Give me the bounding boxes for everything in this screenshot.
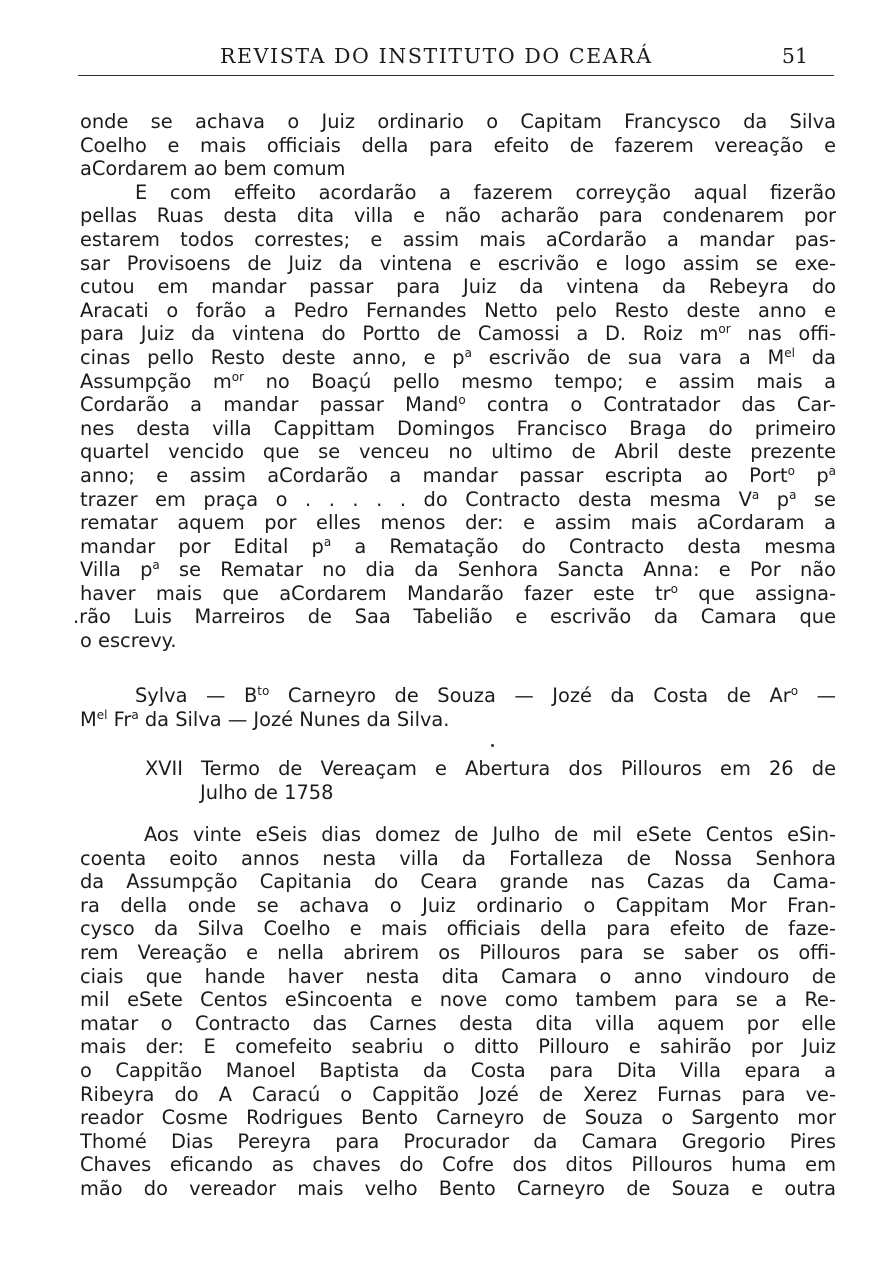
superscript: a	[152, 558, 160, 573]
text-line: estarem todos correstes; e assim mais aCordarão a mandar pas-	[80, 227, 836, 251]
page-number: 51	[781, 44, 808, 68]
text-segment: Fr	[107, 707, 132, 731]
text-line: Ribeyra do A Caracú o Cappitão Jozé de Xerez Furnas para ve-	[80, 1082, 836, 1106]
text-line: cutou em mandar passar para Juiz da vintena da Rebeyra do	[80, 275, 836, 299]
text-segment: haver mais que aCordarem Mandarão fazer este tr	[80, 581, 671, 605]
text-line	[80, 322, 836, 346]
text-segment: que assigna-	[677, 581, 836, 605]
text-line: Aos vinte eSeis dias domez de Julho de mil eSete Centos eSin-	[144, 823, 836, 846]
text-line	[80, 558, 836, 582]
text-segment: Sylva — B	[135, 684, 258, 707]
text-segment: Assumpção m	[80, 369, 232, 393]
superscript: o	[458, 393, 466, 408]
text-line	[80, 464, 836, 488]
text-segment: mandar por Edital p	[80, 534, 324, 558]
text-line: cysco da Silva Coelho e mais officiais della para efeito de faze-	[80, 917, 836, 941]
paragraph-3	[80, 823, 836, 1201]
text-segment: anno; e assim aCordarão a mandar passar escripta ao Port	[80, 463, 788, 487]
paragraph-2	[73, 180, 836, 653]
heading-line: Julho de 1758	[200, 780, 334, 804]
stray-dot	[491, 744, 494, 747]
text-line: mão do vereador mais velho Bento Carneyro de Souza e outra	[80, 1176, 836, 1200]
text-line	[80, 488, 836, 512]
text-line: aCordarem ao bem comum	[80, 157, 346, 181]
text-line	[80, 535, 836, 559]
superscript: el	[96, 707, 108, 722]
section-heading	[80, 757, 836, 804]
text-segment: nas offi-	[730, 322, 836, 346]
text-segment: trazer em praça o . . . . . do Contracto desta mesma V	[80, 487, 752, 511]
signatures	[80, 684, 836, 731]
text-segment: M	[80, 707, 97, 731]
text-line: Coelho e mais officiais della para efeito de fazerem vereação e	[80, 133, 836, 157]
signature-line	[80, 684, 836, 708]
text-line: ciais que hande haver nesta dita Camara o anno vindouro de	[80, 964, 836, 988]
text-segment: se Rematar no dia da Senhora Sancta Anna: e Por não	[159, 558, 836, 582]
text-segment: escrivão de sua vara a M	[471, 345, 785, 369]
header-rule	[78, 75, 834, 76]
superscript: a	[751, 487, 760, 502]
heading-line: XVII Termo de Vereaçam e Abertura dos Pillouros em 26 de	[145, 757, 836, 780]
text-line: Chaves eficando as chaves do Cofre dos ditos Pillouros huma em	[80, 1153, 836, 1177]
text-line: rem Vereação e nella abrirem os Pillouros para se saber os offi-	[80, 940, 836, 964]
text-segment: Cordarão a mandar passar Mand	[80, 393, 459, 417]
text-line: da Assumpção Capitania do Ceara grande nas Cazas da Cama-	[80, 870, 836, 894]
text-line: Thomé Dias Pereyra para Procurador da Camara Gregorio Pires	[80, 1129, 836, 1153]
superscript: a	[323, 534, 332, 549]
running-header	[78, 44, 834, 78]
text-line: rematar aquem por elles menos der: e assim mais aCordaram a	[80, 511, 836, 535]
text-line: coenta eoito annos nesta villa da Fortalleza de Nossa Senhora	[80, 846, 836, 870]
text-segment: cinas pello Resto deste anno, e p	[80, 345, 465, 369]
superscript: el	[784, 345, 796, 360]
text-line: pellas Ruas desta dita villa e não acharão para condenarem por	[80, 204, 836, 228]
text-segment: no Boaçú pello mesmo tempo; e assim mais a	[244, 369, 836, 393]
superscript: a	[789, 487, 797, 502]
text-segment: contra o Contratador das Car-	[465, 393, 836, 417]
text-line: o escrevy.	[80, 629, 177, 653]
text-line: ra della onde se achava o Juiz ordinario o Cappitam Mor Fran-	[80, 893, 836, 917]
text-line: quartel vencido que se venceu no ultimo de Abril deste prezente	[80, 440, 836, 464]
text-line	[80, 582, 836, 606]
superscript: to	[257, 684, 270, 698]
text-line: .rão Luis Marreiros de Saa Tabelião e escrivão da Camara que	[73, 605, 836, 629]
text-line: E com effeito acordarão a fazerem correyção aqual fizerão	[135, 180, 836, 204]
superscript: or	[231, 369, 245, 384]
superscript: a	[131, 707, 139, 722]
text-segment: da Silva — Jozé Nunes da Silva.	[138, 707, 450, 731]
text-line: onde se achava o Juiz ordinario o Capitam Francysco da Silva	[80, 110, 836, 133]
text-line: nes desta villa Cappittam Domingos Francisco Braga do primeiro	[80, 416, 836, 440]
text-segment: da	[795, 345, 836, 369]
superscript: a	[828, 463, 836, 478]
text-line: o Cappitão Manoel Baptista da Costa para Dita Villa epara a	[80, 1058, 836, 1082]
text-line: matar o Contracto das Carnes desta dita villa aquem por elle	[80, 1011, 836, 1035]
text-line: mais der: E comefeito seabriu o ditto Pillouro e sahirão por Juiz	[80, 1035, 836, 1059]
text-line: sar Provisoens de Juiz da vintena e escrivão e logo assim se exe-	[80, 251, 836, 275]
text-line	[80, 370, 836, 394]
superscript: o	[790, 684, 799, 698]
superscript: o	[787, 463, 795, 478]
text-line	[80, 393, 836, 417]
text-segment: Carneyro de Souza — Jozé da Costa de Ar	[269, 684, 791, 707]
text-segment: se	[796, 487, 836, 511]
superscript: a	[464, 345, 472, 360]
text-segment: —	[798, 684, 836, 707]
text-segment: p	[794, 463, 829, 487]
superscript: or	[718, 322, 731, 337]
text-segment: p	[759, 487, 790, 511]
paragraph-1	[80, 110, 836, 181]
text-segment: a Rematação do Contracto desta mesma	[331, 534, 836, 558]
text-line: reador Cosme Rodrigues Bento Carneyro de Souza o Sargento mor	[80, 1106, 836, 1130]
journal-title: REVISTA DO INSTITUTO DO CEARÁ	[220, 44, 653, 68]
text-line: Aracati o forão a Pedro Fernandes Netto pelo Resto deste anno e	[80, 298, 836, 322]
text-line	[80, 346, 836, 370]
text-segment: Villa p	[80, 558, 153, 582]
superscript: o	[670, 581, 678, 596]
text-line: mil eSete Centos eSincoenta e nove como tambem para se a Re-	[80, 988, 836, 1012]
text-segment: para Juiz da vintena do Portto de Camossi a D. Roiz m	[80, 322, 719, 346]
signature-line	[80, 708, 836, 732]
